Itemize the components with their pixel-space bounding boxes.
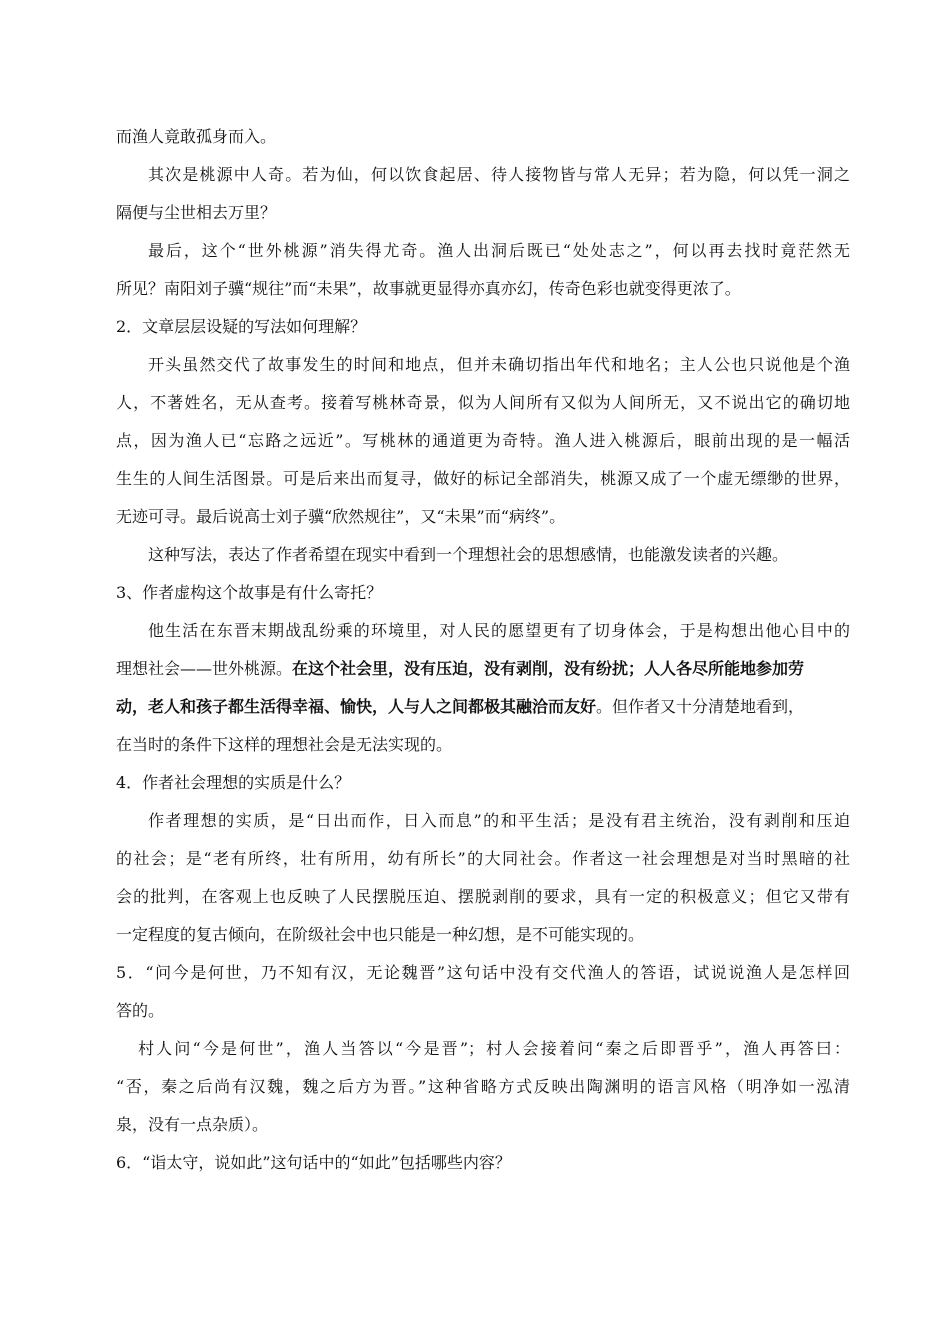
paragraph-line: 在当时的条件下这样的理想社会是无法实现的。 [116,735,453,754]
paragraph-line: 会的批判，在客观上也反映了人民摆脱压迫、摆脱剥削的要求，具有一定的积极意义；但它又带有 [116,887,850,906]
plain-text: 理想社会——世外桃源。 [116,659,293,678]
plain-text: 。但作者又十分清楚地看到， [596,697,805,716]
paragraph-line: 点，因为渔人已“忘路之远近”。写桃林的通道更为奇特。渔人进入桃源后，眼前出现的是一幅活 [116,431,850,450]
paragraph-line: 一定程度的复古倾向，在阶级社会中也只能是一种幻想，是不可能实现的。 [116,925,645,944]
paragraph-line: 作者理想的实质，是“日出而作，日入而息”的和平生活；是没有君主统治，没有剥削和压迫 [148,811,850,830]
paragraph-line: 这种写法，表达了作者希望在现实中看到一个理想社会的思想感情，也能激发读者的兴趣。 [148,545,789,564]
paragraph-line: 隔便与尘世相去万里？ [116,203,277,222]
question-heading: 4．作者社会理想的实质是什么？ [116,773,351,792]
paragraph-line [116,688,850,726]
paragraph-line: 泉，没有一点杂质）。 [116,1115,269,1134]
paragraph-line: 而渔人竟敢孤身而入。 [116,127,277,146]
question-heading: 2．文章层层设疑的写法如何理解？ [116,317,367,336]
document-page [116,118,850,1182]
question-heading: 5．“问今是何世，乃不知有汉，无论魏晋”这句话中没有交代渔人的答语，试说说渔人是怎样回 [116,963,850,982]
paragraph-line: 村人问“今是何世”，渔人当答以“今是晋”；村人会接着问“秦之后即晋乎”，渔人再答曰： [138,1039,850,1058]
paragraph-line: 的社会；是“老有所终，壮有所用，幼有所长”的大同社会。作者这一社会理想是对当时黑暗的社 [116,849,850,868]
question-heading: 答的。 [116,1001,165,1020]
paragraph-line [116,650,850,688]
paragraph-line: 所见？南阳刘子骥“规往”而“未果”，故事就更显得亦真亦幻，传奇色彩也就变得更浓了。 [116,279,741,298]
paragraph-line: “否，秦之后尚有汉魏，魏之后方为晋。”这种省略方式反映出陶渊明的语言风格（明净如一泓清 [116,1077,850,1096]
paragraph-line: 最后，这个“世外桃源”消失得尤奇。渔人出洞后既已“处处志之”，何以再去找时竟茫然无 [148,241,850,260]
paragraph-line: 其次是桃源中人奇。若为仙，何以饮食起居、待人接物皆与常人无异；若为隐，何以凭一洞之 [148,165,850,184]
paragraph-line: 无迹可寻。最后说高士刘子骥“欣然规往”，又“未果”而“病终”。 [116,507,566,526]
paragraph-line: 人，不著姓名，无从查考。接着写桃林奇景，似为人间所有又似为人间所无，又不说出它的确切地 [116,393,850,412]
paragraph-line: 他生活在东晋末期战乱纷乘的环境里，对人民的愿望更有了切身体会，于是构想出他心目中的 [148,621,850,640]
bold-text: 动，老人和孩子都生活得幸福、愉快，人与人之间都极其融洽而友好 [116,697,597,716]
bold-text: 在这个社会里，没有压迫，没有剥削，没有纷扰；人人各尽所能地参加劳 [292,659,805,678]
paragraph-line: 开头虽然交代了故事发生的时间和地点，但并未确切指出年代和地名；主人公也只说他是个渔 [148,355,850,374]
paragraph-line: 生生的人间生活图景。可是后来出而复寻，做好的标记全部消失，桃源又成了一个虚无缥缈的世界， [116,469,850,488]
question-heading: 6．“诣太守，说如此”这句话中的“如此”包括哪些内容？ [116,1153,511,1172]
question-heading: 3、作者虚构这个故事是有什么寄托？ [116,583,383,602]
